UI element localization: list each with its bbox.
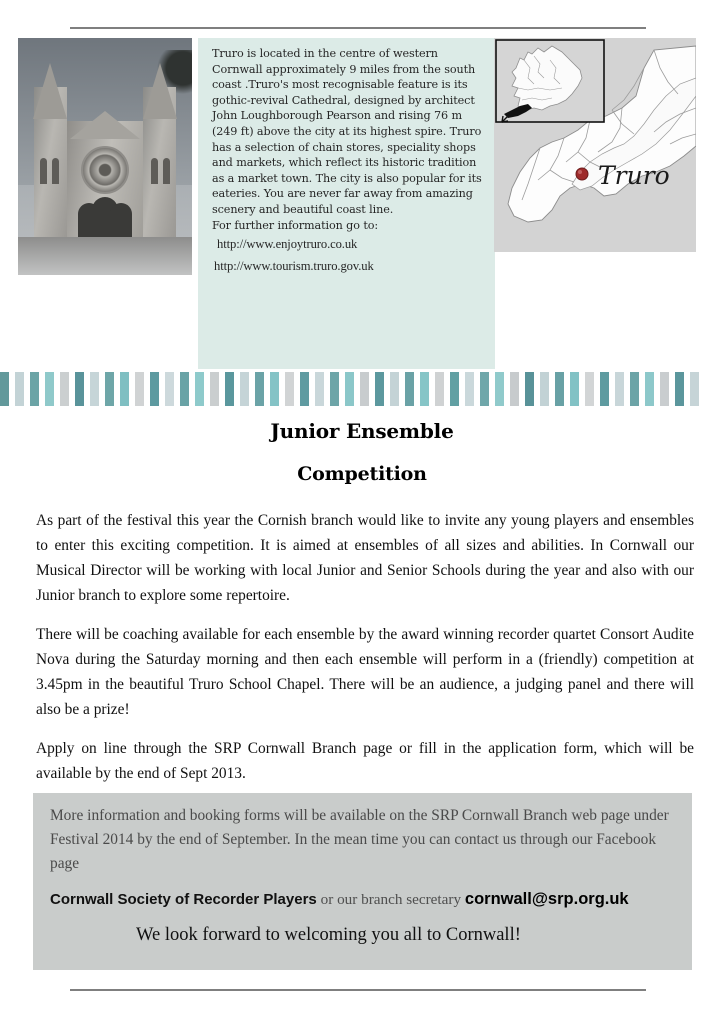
stripe-bar <box>540 372 549 406</box>
stripe-bar <box>405 372 414 406</box>
enjoytruro-url[interactable]: http://www.enjoytruro.co.uk <box>217 237 358 252</box>
stripe-bar <box>465 372 474 406</box>
stripe-bar <box>105 372 114 406</box>
truro-description: Truro is located in the centre of western Cornwall approximately 9 miles from the south coast .Truro's most recognisable feature is its gothic-revival Cathedral, designed by architect John Loughborough Pearson and rising 76 m (249 ft) above the city at its highest spire. Truro has a selection of chain stores, speciality shops and markets, which reflect its historic tradition as a market town. The city is also popular for its eateries. You are never far away from amazing scenery and beautiful coast line. <box>212 47 482 216</box>
stripe-bar <box>495 372 504 406</box>
top-divider-rule <box>70 27 646 29</box>
stripe-bar <box>90 372 99 406</box>
stripe-bar <box>660 372 669 406</box>
stripe-bar <box>60 372 69 406</box>
photo-lancet-window <box>163 158 170 184</box>
stripe-bar <box>555 372 564 406</box>
stripe-bar <box>690 372 699 406</box>
stripe-bar <box>0 372 9 406</box>
photo-lancet-window <box>40 158 47 184</box>
truro-info-box <box>198 38 495 369</box>
photo-gable <box>70 111 140 139</box>
stripe-bar <box>195 372 204 406</box>
stripe-bar <box>135 372 144 406</box>
closing-message: We look forward to welcoming you all to Cornwall! <box>136 925 521 945</box>
photo-rose-window <box>81 146 129 194</box>
stripe-bar <box>210 372 219 406</box>
stripe-bar <box>675 372 684 406</box>
stripe-bar <box>600 372 609 406</box>
body-paragraph-3: Apply on line through the SRP Cornwall Branch page or fill in the application form, which will be available by the end of Sept 2013. <box>36 740 694 782</box>
contact-details-line <box>50 886 675 913</box>
stripe-bar <box>435 372 444 406</box>
photo-ground <box>18 237 192 275</box>
contact-connector-text: or our branch secretary <box>320 891 462 908</box>
stripe-bar <box>45 372 54 406</box>
hero-section <box>18 38 696 369</box>
stripe-bar <box>360 372 369 406</box>
contact-intro-text: More information and booking forms will be available on the SRP Cornwall Branch web page under Festival 2014 by the end of September. In the mean time you can contact us through our Facebook page <box>50 807 669 872</box>
stripe-bar <box>270 372 279 406</box>
body-paragraph-2: There will be coaching available for each ensemble by the award winning recorder quartet Consort Audite Nova during the Saturday morning and then each ensemble will perform in a (friendly) competition at 3.45pm in the beautiful Truro School Chapel. There will be an audience, a judging panel and there will also be a prize! <box>36 626 694 718</box>
photo-spire-left <box>33 63 67 119</box>
stripe-bar <box>315 372 324 406</box>
stripe-bar <box>420 372 429 406</box>
stripe-bar <box>630 372 639 406</box>
organisation-name: Cornwall Society of Recorder Players <box>50 891 317 908</box>
stripe-bar <box>525 372 534 406</box>
stripe-bar <box>120 372 129 406</box>
stripe-bar <box>585 372 594 406</box>
body-paragraph-1: As part of the festival this year the Cornish branch would like to invite any young players and ensembles to enter this exciting competition. It is aimed at ensembles of all sizes and abilities. In Cornwall our Musical Director will be working with local Junior and Senior Schools during the year and also with our Junior branch to explore some repertoire. <box>36 512 694 604</box>
stripe-bar <box>285 372 294 406</box>
stripe-bar <box>390 372 399 406</box>
stripe-bar <box>345 372 354 406</box>
stripe-bar <box>30 372 39 406</box>
stripe-bar <box>330 372 339 406</box>
stripe-bar <box>300 372 309 406</box>
photo-spire-right <box>143 63 177 119</box>
stripe-bar <box>615 372 624 406</box>
photo-lancet-window <box>52 158 59 184</box>
stripe-bar <box>645 372 654 406</box>
map-graphic <box>494 38 696 252</box>
contact-info-box <box>33 793 692 970</box>
stripe-bar <box>15 372 24 406</box>
stripe-bar <box>75 372 84 406</box>
decorative-stripe-band <box>0 372 724 406</box>
further-info-label: For further information go to: <box>212 218 379 232</box>
map-place-label: Truro <box>598 161 670 190</box>
page-subtitle: Competition <box>297 463 427 485</box>
body-copy <box>36 508 694 786</box>
contact-email[interactable]: cornwall@srp.org.uk <box>464 890 629 908</box>
page-title: Junior Ensemble <box>270 419 454 443</box>
photo-door-right <box>110 203 132 237</box>
stripe-bar <box>480 372 489 406</box>
bottom-divider-rule <box>70 989 646 991</box>
photo-lancet-window <box>151 158 158 184</box>
stripe-bar <box>165 372 174 406</box>
stripe-bar <box>240 372 249 406</box>
stripe-bar <box>570 372 579 406</box>
tourism-truro-url[interactable]: http://www.tourism.truro.gov.uk <box>214 259 374 274</box>
stripe-bar <box>225 372 234 406</box>
stripe-bar <box>180 372 189 406</box>
stripe-bar <box>450 372 459 406</box>
stripe-bar <box>255 372 264 406</box>
cornwall-map <box>494 38 696 252</box>
stripe-bar <box>510 372 519 406</box>
stripe-bar <box>375 372 384 406</box>
stripe-bar <box>150 372 159 406</box>
truro-cathedral-photo <box>18 38 192 275</box>
